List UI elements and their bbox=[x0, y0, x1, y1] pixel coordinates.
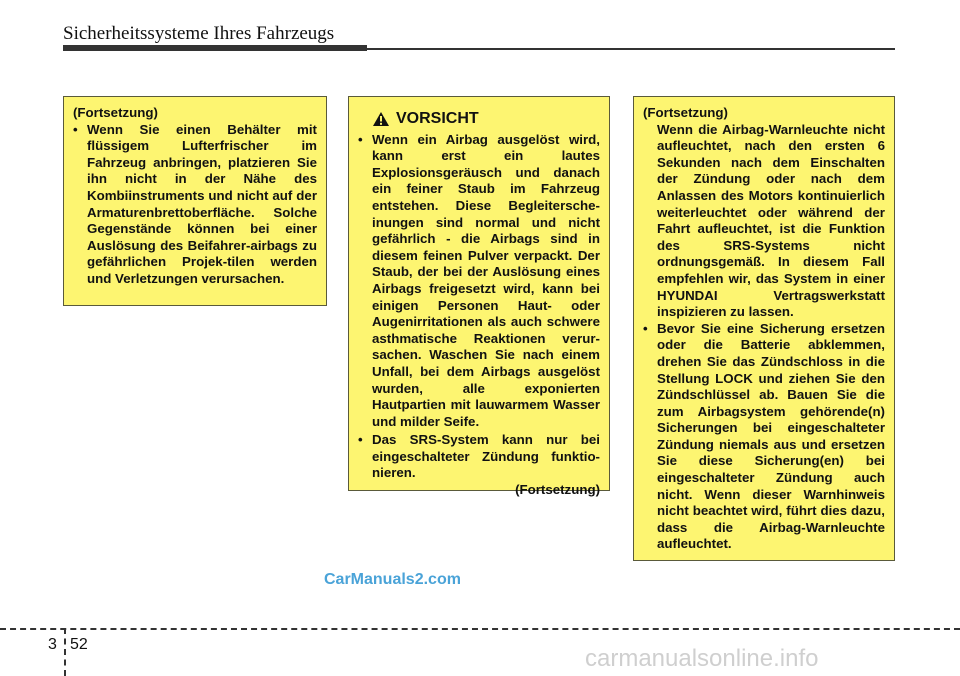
warning-triangle-icon bbox=[372, 111, 390, 127]
bullet-icon: • bbox=[73, 121, 78, 137]
bullet-icon: • bbox=[358, 432, 363, 448]
list-item bbox=[358, 132, 600, 431]
list-item-text: Wenn ein Airbag ausgelöst wird, kann erst ein lautes Explosionsgeräusch und danach ein feiner Staub im Fahrzeug entstehen. Diese Begleitersche-inungen sind normal und nicht gefährlich - die Airbags sind in diesem feinen Pulver verpackt. Der Staub, der bei der Auslösung eines Airbags freigesetzt wird, kann bei einigen Personen Haut- oder Augenirritationen als auch schwere asthmatische Reaktionen verur-sachen. Waschen Sie nach einem Unfall, bei dem Airbags ausgelöst wurden, alle exponierten Hautpartien mit lauwarmem Wasser und milder Seife. bbox=[372, 131, 600, 429]
list-item-text: Wenn Sie einen Behälter mit flüssigem Lufterfrischer im Fahrzeug anbringen, platzieren Sie ihn nicht in der Nähe des Kombiinstruments und nicht auf der Armaturenbrettoberfläche. Solche Gegenstände können bei einer Auslösung des Beifahrer-airbags zu gefährlichen Projek-tilen werden und Verletzungen verursachen. bbox=[87, 121, 317, 286]
site-watermark: carmanualsonline.info bbox=[585, 645, 819, 672]
page-number: 52 bbox=[70, 636, 88, 653]
continuation-label: (Fortsetzung) bbox=[643, 105, 728, 120]
bullet-icon: • bbox=[358, 131, 363, 147]
list-item bbox=[73, 122, 317, 288]
footer-divider bbox=[64, 628, 66, 676]
bullet-icon: • bbox=[643, 320, 648, 336]
list-item-text: Bevor Sie eine Sicherung ersetzen oder die Batterie abklemmen, drehen Sie das Zündschloss in die Stellung LOCK und ziehen Sie den Zündschlüssel ab. Bauen Sie die zum Airbagsystem gehörende(n) Sicherungen bei eingeschalteter Zündung niemals aus und ersetzen Sie diese Sicherung(en) bei eingeschalteter Zündung auch nicht. Wenn dieser Warnhinweis nicht beachtet wird, führt dies dazu, dass die Airbag-Warnleuchte aufleuchtet. bbox=[657, 320, 885, 552]
caution-box bbox=[348, 96, 610, 498]
page-header-title: Sicherheitssysteme Ihres Fahrzeugs bbox=[63, 23, 335, 44]
bullet-list bbox=[73, 122, 317, 288]
caution-heading bbox=[372, 111, 600, 128]
bullet-list bbox=[643, 321, 885, 553]
caution-title: VORSICHT bbox=[396, 110, 479, 127]
note-box-left bbox=[63, 96, 327, 306]
note-box-right bbox=[633, 96, 895, 561]
chapter-number: 3 bbox=[48, 636, 57, 653]
list-item bbox=[358, 432, 600, 482]
list-item-text: Das SRS-System kann nur bei eingeschalteter Zündung funktio-nieren. bbox=[372, 432, 600, 481]
watermark-link[interactable]: CarManuals2.com bbox=[324, 571, 461, 588]
header-rule-thin bbox=[367, 48, 895, 50]
footer-rule bbox=[0, 628, 960, 630]
paragraph-text: Wenn die Airbag-Warnleuchte nicht aufleuchtet, nach den ersten 6 Sekunden nach dem Einschalten der Zündung oder nach dem Anlassen des Motors kontinuierlich weiterleuchtet oder während der Fahrt aufleuchtet, ist die Funktion des SRS-Systems nicht ordnungsgemäß. In diesem Fall empfehlen wir, das System in einer HYUNDAI Vertragswerkstatt inspizieren zu lassen. bbox=[657, 121, 885, 320]
continuation-label: (Fortsetzung) bbox=[73, 105, 158, 120]
bullet-list bbox=[358, 132, 600, 482]
continuation-label: (Fortsetzung) bbox=[515, 482, 600, 498]
list-item bbox=[643, 321, 885, 553]
header-rule-thick bbox=[63, 45, 367, 51]
